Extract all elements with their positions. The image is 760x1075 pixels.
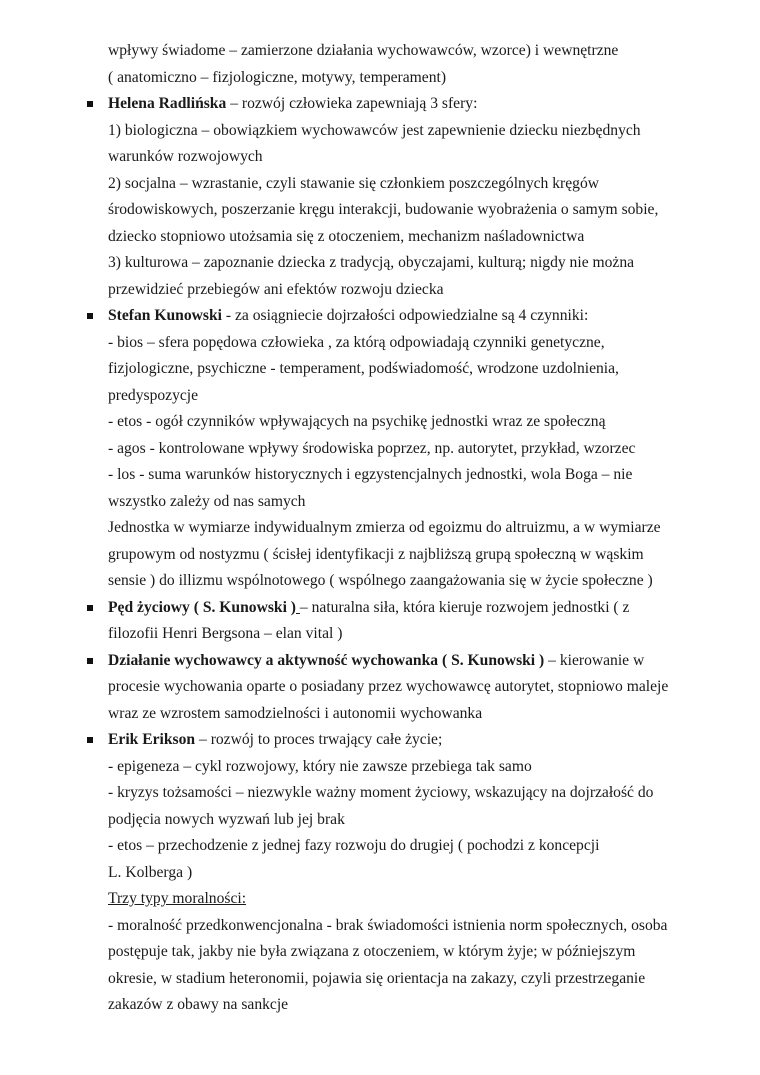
text-line: - epigeneza – cykl rozwojowy, który nie zawsze przebiega tak samo: [108, 757, 532, 775]
bullet-item-ped-zyciowy: [0, 595, 760, 622]
text-span: – rozwój człowieka zapewniają 3 sfery:: [230, 95, 478, 112]
text-line: podjęcia nowych wyzwań lub jej brak: [108, 810, 345, 828]
text-span: - za osiągniecie dojrzałości odpowiedzialne są 4 czynniki:: [221, 307, 589, 324]
heading-radlinska: Helena Radlińska: [108, 95, 227, 112]
text-line: Jednostka w wymiarze indywidualnym zmierza od egoizmu do altruizmu, a w wymiarze: [108, 519, 661, 536]
document-page: [0, 38, 760, 1019]
subheading-trzy-typy: Trzy typy moralności:: [108, 890, 247, 907]
text-line: postępuje tak, jakby nie była związana z otoczeniem, w którym żyje; w późniejszym: [108, 943, 636, 960]
text-line: dziecko stopniowo utożsamia się z otoczeniem, mechanizm naśladownictwa: [108, 227, 585, 245]
text-line: filozofii Henri Bergsona – elan vital ): [108, 625, 343, 642]
text-line: L. Kolberga ): [108, 863, 193, 881]
text-line: grupowym od nostyzmu ( ścisłej identyfikacji z najbliższą grupą społeczną w wąskim: [108, 545, 644, 563]
text-line: fizjologiczne, psychiczne - temperament, podświadomość, wrodzone uzdolnienia,: [108, 360, 619, 377]
text-line: - bios – sfera popędowa człowieka , za którą odpowiadają czynniki genetyczne,: [108, 333, 605, 351]
text-line: - moralność przedkonwencjonalna - brak świadomości istnienia norm społecznych, osoba: [108, 916, 668, 934]
text-line: wszystko zależy od nas samych: [108, 492, 306, 510]
text-line: środowiskowych, poszerzanie kręgu interakcji, budowanie wyobrażenia o samym sobie,: [108, 201, 659, 218]
text-line: predyspozycje: [108, 386, 199, 404]
text-line: 3) kulturowa – zapoznanie dziecka z tradycją, obyczajami, kulturą; nigdy nie można: [108, 254, 635, 271]
heading-kunowski: Stefan Kunowski: [108, 307, 222, 324]
text-line: ( anatomiczno – fizjologiczne, motywy, temperament): [108, 68, 447, 86]
text-line: wpływy świadome – zamierzone działania wychowawców, wzorce) i wewnętrzne: [108, 42, 619, 59]
square-bullet-icon: [87, 658, 93, 664]
bullet-item-erikson: [0, 727, 760, 754]
heading-dzialanie: Działanie wychowawcy a aktywność wychowanka ( S. Kunowski ): [108, 651, 545, 669]
heading-erikson: Erik Erikson: [108, 731, 196, 748]
text-line: - agos - kontrolowane wpływy środowiska poprzez, np. autorytet, przykład, wzorzec: [108, 439, 636, 457]
square-bullet-icon: [87, 313, 93, 319]
text-line: przewidzieć przebiegów ani efektów rozwoju dziecka: [108, 280, 444, 298]
square-bullet-icon: [87, 605, 93, 611]
bullet-item-kunowski: [0, 303, 760, 330]
text-span: – rozwój to proces trwający całe życie;: [195, 731, 443, 748]
bullet-item-radlinska: [0, 91, 760, 118]
text-line: warunków rozwojowych: [108, 148, 263, 165]
text-line: 2) socjalna – wzrastanie, czyli stawanie się członkiem poszczególnych kręgów: [108, 174, 600, 192]
text-line: - kryzys tożsamości – niezwykle ważny moment życiowy, wskazujący na dojrzałość do: [108, 784, 654, 801]
text-line: [0, 886, 760, 913]
text-line: 1) biologiczna – obowiązkiem wychowawców jest zapewnienie dziecku niezbędnych: [108, 121, 641, 139]
text-line: zakazów z obawy na sankcje: [108, 996, 289, 1013]
square-bullet-icon: [87, 737, 93, 743]
text-span: – naturalna siła, która kieruje rozwojem jednostki ( z: [299, 598, 630, 616]
heading-ped-zyciowy: Pęd życiowy ( S. Kunowski ): [108, 598, 297, 616]
square-bullet-icon: [87, 101, 93, 107]
text-line: - los - suma warunków historycznych i egzystencjalnych jednostki, wola Boga – nie: [108, 466, 633, 483]
text-line: wraz ze wzrostem samodzielności i autonomii wychowanka: [108, 704, 483, 722]
text-span: – kierowanie w: [544, 651, 645, 669]
text-line: sensie ) do illizmu wspólnotowego ( wspólnego zaangażowania się w życie społeczne ): [108, 572, 653, 589]
text-line: - etos – przechodzenie z jednej fazy rozwoju do drugiej ( pochodzi z koncepcji: [108, 837, 600, 854]
text-line: okresie, w stadium heteronomii, pojawia się orientacja na zakazy, czyli przestrzeganie: [108, 969, 646, 987]
bullet-item-dzialanie: [0, 648, 760, 675]
text-line: - etos - ogół czynników wpływających na psychikę jednostki wraz ze społeczną: [108, 413, 606, 430]
text-line: procesie wychowania oparte o posiadany przez wychowawcę autorytet, stopniowo maleje: [108, 678, 669, 695]
